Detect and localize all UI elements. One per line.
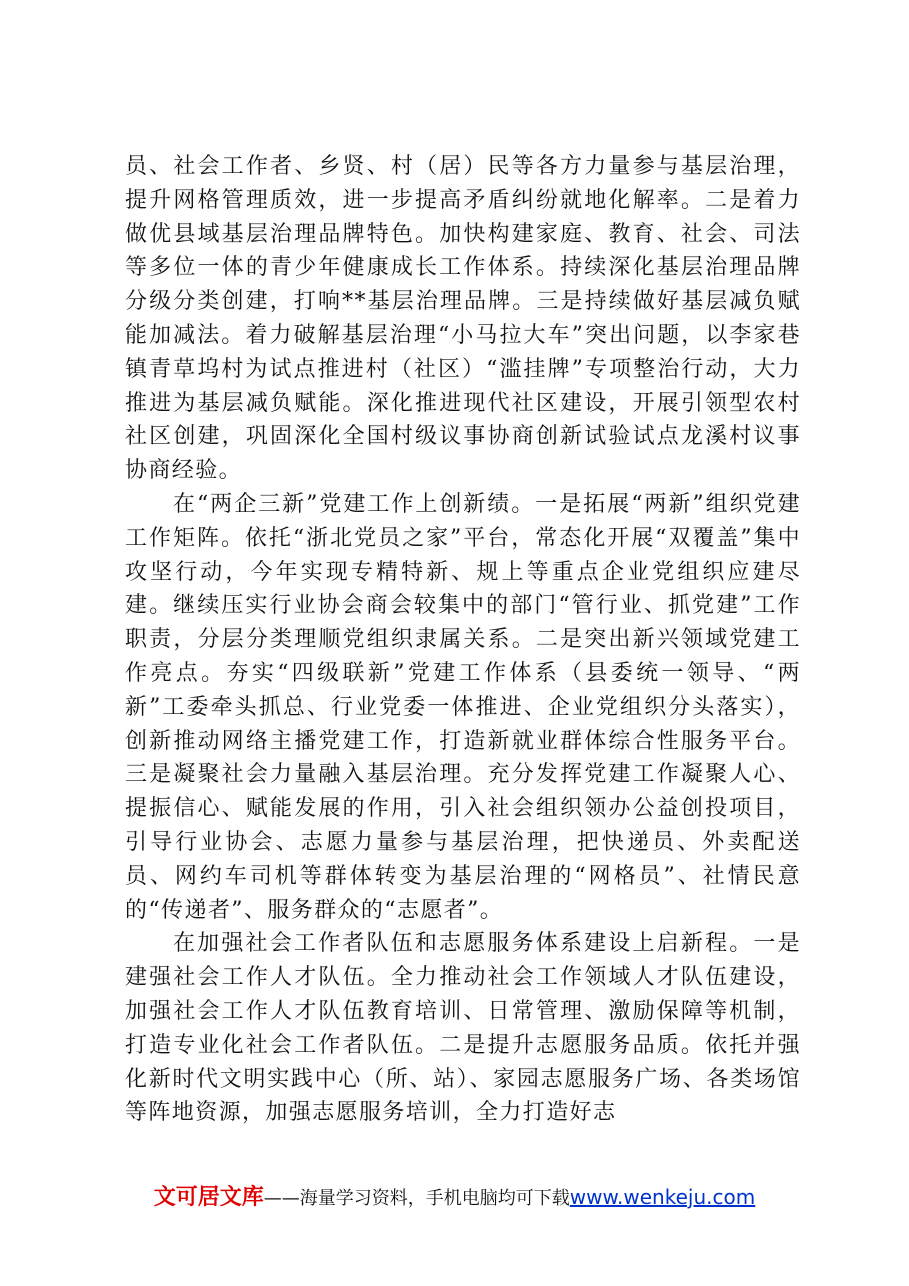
paragraph-3: 在加强社会工作者队伍和志愿服务体系建设上启新程。一是建强社会工作人才队伍。全力推动社会工作领域人才队伍建设，加强社会工作人才队伍教育培训、日常管理、激励保障等机制，打造专业化社会工作者队伍。二是提升志愿服务品质。依托并强化新时代文明实践中心（所、站）、家园志愿服务广场、各类场馆等阵地资源，加强志愿服务培训，全力打造好志 bbox=[125, 931, 801, 1126]
paragraph-1: 员、社会工作者、乡贤、村（居）民等各方力量参与基层治理，提升网格管理质效，进一步提高矛盾纠纷就地化解率。二是着力做优县域基层治理品牌特色。加快构建家庭、教育、社会、司法等多位一体的青少年健康成长工作体系。持续深化基层治理品牌分级分类创建，打响**基层治理品牌。三是持续做好基层减负赋能加减法。着力破解基层治理“小马拉大车”突出问题，以李家巷镇青草坞村为试点推进村（社区）“滥挂牌”专项整治行动，大力推进为基层减负赋能。深化推进现代社区建设，开展引领型农村社区创建，巩固深化全国村级议事协商创新试验试点龙溪村议事协商经验。 bbox=[125, 154, 801, 484]
document-body bbox=[125, 150, 801, 1130]
footer-banner bbox=[0, 1180, 909, 1211]
paragraph-2: 在“两企三新”党建工作上创新绩。一是拓展“两新”组织党建工作矩阵。依托“浙北党员之家”平台，常态化开展“双覆盖”集中攻坚行动，今年实现专精特新、规上等重点企业党组织应建尽建。继续压实行业协会商会较集中的部门“管行业、抓党建”工作职责，分层分类理顺党组织隶属关系。二是突出新兴领域党建工作亮点。夯实“四级联新”党建工作体系（县委统一领导、“两新”工委牵头抓总、行业党委一体推进、企业党组织分头落实），创新推动网络主播党建工作，打造新就业群体综合性服务平台。三是凝聚社会力量融入基层治理。充分发挥党建工作凝聚人心、提振信心、赋能发展的作用，引入社会组织领办公益创投项目，引导行业协会、志愿力量参与基层治理，把快递员、外卖配送员、网约车司机等群体转变为基层治理的“网格员”、社情民意的“传递者”、服务群众的“志愿者”。 bbox=[125, 491, 801, 923]
footer-slogan: ——海量学习资料，手机电脑均可下载 bbox=[263, 1188, 570, 1209]
footer-site-link[interactable]: www.wenkeju.com bbox=[569, 1185, 756, 1209]
footer-brand: 文可居文库 bbox=[153, 1185, 264, 1210]
